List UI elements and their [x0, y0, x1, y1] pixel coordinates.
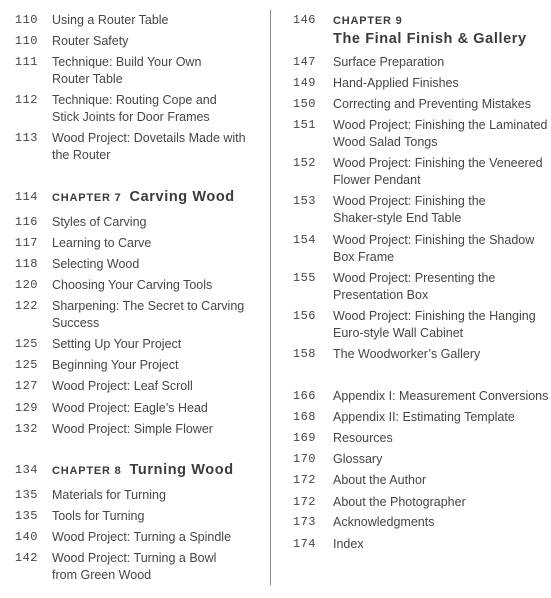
page-number: 152	[292, 156, 316, 170]
entry-title: Wood Project: Simple Flower	[52, 422, 213, 436]
page-number: 142	[14, 551, 38, 565]
entry-title: Sharpening: The Secret to Carving Success	[52, 299, 245, 330]
page-number: 117	[14, 236, 38, 250]
entry-title: Index	[333, 537, 364, 551]
page-number: 127	[14, 379, 38, 393]
entry-title: Wood Project: Turning a Spindle	[52, 530, 232, 544]
page-number: 147	[292, 55, 316, 69]
page-number: 116	[14, 215, 38, 229]
entry-title: Surface Preparation	[333, 55, 445, 69]
entry-title: Correcting and Preventing Mistakes	[333, 97, 532, 111]
chapter-label	[52, 189, 262, 207]
entry-title: Wood Project: Finishing the Shaker-style End Table	[333, 194, 486, 225]
entry-title: Materials for Turning	[52, 488, 166, 502]
entry-title: Technique: Routing Cope and Stick Joints for Door Frames	[52, 93, 217, 124]
entry-title: Styles of Carving	[52, 215, 147, 229]
page-number: 135	[14, 509, 38, 523]
page-number: 118	[14, 257, 38, 271]
chapter-label	[333, 12, 551, 48]
page-number: 153	[292, 194, 316, 208]
page-number: 170	[292, 452, 316, 466]
chapter-title: The Final Finish & Gallery	[333, 31, 527, 47]
page-number: 172	[292, 495, 316, 509]
entry-title: Acknowledgments	[333, 515, 435, 529]
page-number: 156	[292, 309, 316, 323]
page-number: 140	[14, 530, 38, 544]
page-number: 151	[292, 118, 316, 132]
entry-title: Setting Up Your Project	[52, 337, 182, 351]
page-number: 129	[14, 401, 38, 415]
entry-title: Learning to Carve	[52, 236, 152, 250]
page-number: 169	[292, 431, 316, 445]
chapter-label	[52, 462, 262, 480]
entry-title: The Woodworker’s Gallery	[333, 347, 481, 361]
entry-title: Wood Project: Leaf Scroll	[52, 379, 193, 393]
page-number: 110	[14, 34, 38, 48]
chapter-kicker: CHAPTER 8	[52, 465, 122, 477]
page-number: 122	[14, 299, 38, 313]
page-number: 174	[292, 537, 316, 551]
entry-title: Wood Project: Finishing the Hanging Euro-style Wall Cabinet	[333, 309, 536, 340]
chapter-kicker: CHAPTER 9	[333, 15, 403, 27]
entry-title: Resources	[333, 431, 393, 445]
page-number: 172	[292, 473, 316, 487]
chapter-kicker: CHAPTER 7	[52, 192, 122, 204]
entry-title: About the Photographer	[333, 495, 466, 509]
page-number: 112	[14, 93, 38, 107]
page-number: 132	[14, 422, 38, 436]
entry-title: Using a Router Table	[52, 13, 169, 27]
page-number: 154	[292, 233, 316, 247]
page-number: 149	[292, 76, 316, 90]
entry-title: Tools for Turning	[52, 509, 145, 523]
entry-title: About the Author	[333, 473, 427, 487]
entry-title: Wood Project: Dovetails Made with the Router	[52, 131, 246, 162]
entry-title: Appendix II: Estimating Template	[333, 410, 515, 424]
entry-title: Hand-Applied Finishes	[333, 76, 459, 90]
entry-title: Router Safety	[52, 34, 129, 48]
page-number: 158	[292, 347, 316, 361]
entry-title: Beginning Your Project	[52, 358, 179, 372]
page-number: 150	[292, 97, 316, 111]
page-number: 173	[292, 515, 316, 529]
page-number: 135	[14, 488, 38, 502]
chapter-title: Turning Wood	[129, 462, 234, 478]
column-divider	[270, 10, 271, 585]
entry-title: Appendix I: Measurement Conversions	[333, 389, 549, 403]
page-number: 125	[14, 337, 38, 351]
page-number: 111	[14, 55, 38, 69]
page-number: 114	[14, 190, 38, 204]
chapter-title: Carving Wood	[129, 189, 235, 205]
entry-title: Wood Project: Presenting the Presentation Box	[333, 271, 496, 302]
page-number: 113	[14, 131, 38, 145]
entry-title: Wood Project: Finishing the Shadow Box Frame	[333, 233, 535, 264]
entry-title: Wood Project: Turning a Bowl from Green Wood	[52, 551, 217, 582]
entry-title: Wood Project: Finishing the Veneered Flower Pendant	[333, 156, 543, 187]
page-number: 166	[292, 389, 316, 403]
entry-title: Technique: Build Your Own Router Table	[52, 55, 202, 86]
page-number: 125	[14, 358, 38, 372]
entry-title: Selecting Wood	[52, 257, 140, 271]
page-number: 168	[292, 410, 316, 424]
page-number: 120	[14, 278, 38, 292]
entry-title: Wood Project: Finishing the Laminated Wood Salad Tongs	[333, 118, 548, 149]
page-number: 134	[14, 463, 38, 477]
entry-title: Glossary	[333, 452, 383, 466]
page-number: 146	[292, 13, 316, 27]
entry-title: Wood Project: Eagle’s Head	[52, 401, 208, 415]
page-number: 155	[292, 271, 316, 285]
page-number: 110	[14, 13, 38, 27]
entry-title: Choosing Your Carving Tools	[52, 278, 213, 292]
